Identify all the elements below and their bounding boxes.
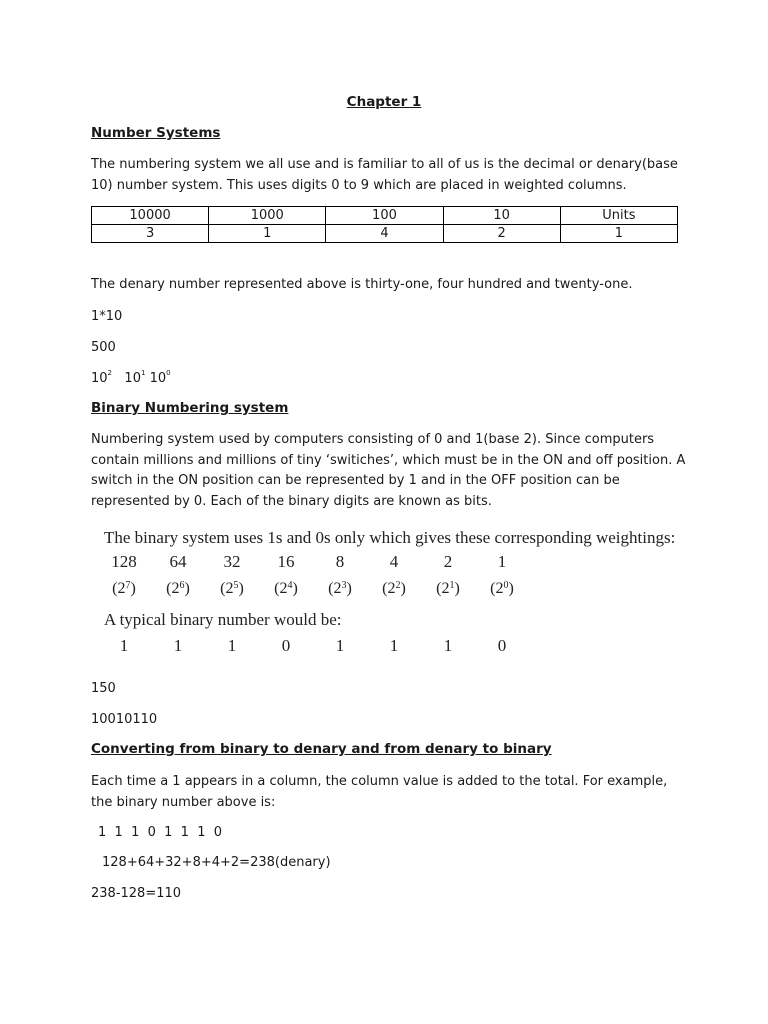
bit-value: 1 xyxy=(335,636,345,655)
converting-paragraph: Each time a 1 appears in a column, the column value is added to the total. For example, the binary number above is: xyxy=(91,774,668,810)
powers-of-ten xyxy=(91,371,171,386)
page-title: Chapter 1 xyxy=(346,94,422,110)
weight-value: 2 xyxy=(443,552,453,571)
bit-value: 1 xyxy=(389,636,399,655)
power-base: 10 xyxy=(91,371,108,386)
weight-value: 64 xyxy=(169,552,187,571)
section-heading-binary: Binary Numbering system xyxy=(91,400,289,416)
denary-sentence: The denary number represented above is thirty-one, four hundred and twenty-one. xyxy=(91,277,633,292)
subtract-line: 238-128=110 xyxy=(91,886,182,901)
table-cell: 100 xyxy=(326,207,443,225)
weight-power: $(2^2)$ xyxy=(382,580,406,597)
section-heading-converting: Converting from binary to denary and from denary to binary xyxy=(91,741,552,757)
intro-paragraph: The numbering system we all use and is familiar to all of us is the decimal or denary(base 10) number system. This uses digits 0 to 9 which are placed in weighted columns. xyxy=(91,157,678,193)
table-cell: 1 xyxy=(560,225,677,243)
bit-value: 0 xyxy=(281,636,291,655)
bit-value: 0 xyxy=(497,636,507,655)
note-500: 500 xyxy=(91,340,116,355)
table-header-row xyxy=(92,207,678,225)
table-cell: 1 xyxy=(209,225,326,243)
table-cell: 10 xyxy=(443,207,560,225)
table-cell: 2 xyxy=(443,225,560,243)
weight-power: $(2^4)$ xyxy=(274,580,298,597)
bit-value: 1 xyxy=(173,636,183,655)
binary-paragraph: Numbering system used by computers consisting of 0 and 1(base 2). Since computers contain millions and millions of tiny ‘switiches’, which must be in the ON and off position. A switch in the ON position can be represented by 1 and in the OFF position can be represented by 0. Each of the binary digits are known as bits. xyxy=(91,432,686,509)
table-cell: 4 xyxy=(326,225,443,243)
section-heading-number-systems: Number Systems xyxy=(91,125,221,141)
power-exponent: 2 xyxy=(107,369,113,377)
weight-power: $(2^1)$ xyxy=(436,580,460,597)
weight-value: 32 xyxy=(223,552,241,571)
weight-value: 1 xyxy=(497,552,507,571)
bit-value: 1 xyxy=(227,636,237,655)
power-exponent: 1 xyxy=(140,369,146,377)
weight-power: $(2^7)$ xyxy=(112,580,136,597)
weighted-columns-table xyxy=(91,206,678,243)
weight-value: 4 xyxy=(389,552,399,571)
weight-power: $(2^0)$ xyxy=(490,580,514,597)
table-cell: Units xyxy=(560,207,677,225)
table-row xyxy=(92,225,678,243)
weight-value: 16 xyxy=(277,552,295,571)
note-1x10: 1*10 xyxy=(91,309,123,324)
table-cell: 10000 xyxy=(92,207,209,225)
weight-power: $(2^6)$ xyxy=(166,580,190,597)
sum-line: 128+64+32+8+4+2=238(denary) xyxy=(102,855,331,870)
weight-power: $(2^3)$ xyxy=(328,580,352,597)
figure-caption: The binary system uses 1s and 0s only which gives these corresponding weightings: xyxy=(104,528,676,547)
table-cell: 1000 xyxy=(209,207,326,225)
table-cell: 3 xyxy=(92,225,209,243)
power-exponent: 0 xyxy=(166,369,171,377)
weight-value: 128 xyxy=(111,552,137,571)
bit-value: 1 xyxy=(443,636,453,655)
binary-weightings-figure xyxy=(104,524,676,660)
weight-power: $(2^5)$ xyxy=(220,580,244,597)
bit-value: 1 xyxy=(119,636,129,655)
power-base: 10 xyxy=(124,371,141,386)
power-base: 10 xyxy=(149,371,167,386)
bits-line: 1 1 1 0 1 1 1 0 xyxy=(98,825,223,840)
typical-binary-caption: A typical binary number would be: xyxy=(104,610,342,629)
weight-value: 8 xyxy=(335,552,345,571)
note-150: 150 xyxy=(91,681,116,696)
note-10010110: 10010110 xyxy=(91,712,158,727)
